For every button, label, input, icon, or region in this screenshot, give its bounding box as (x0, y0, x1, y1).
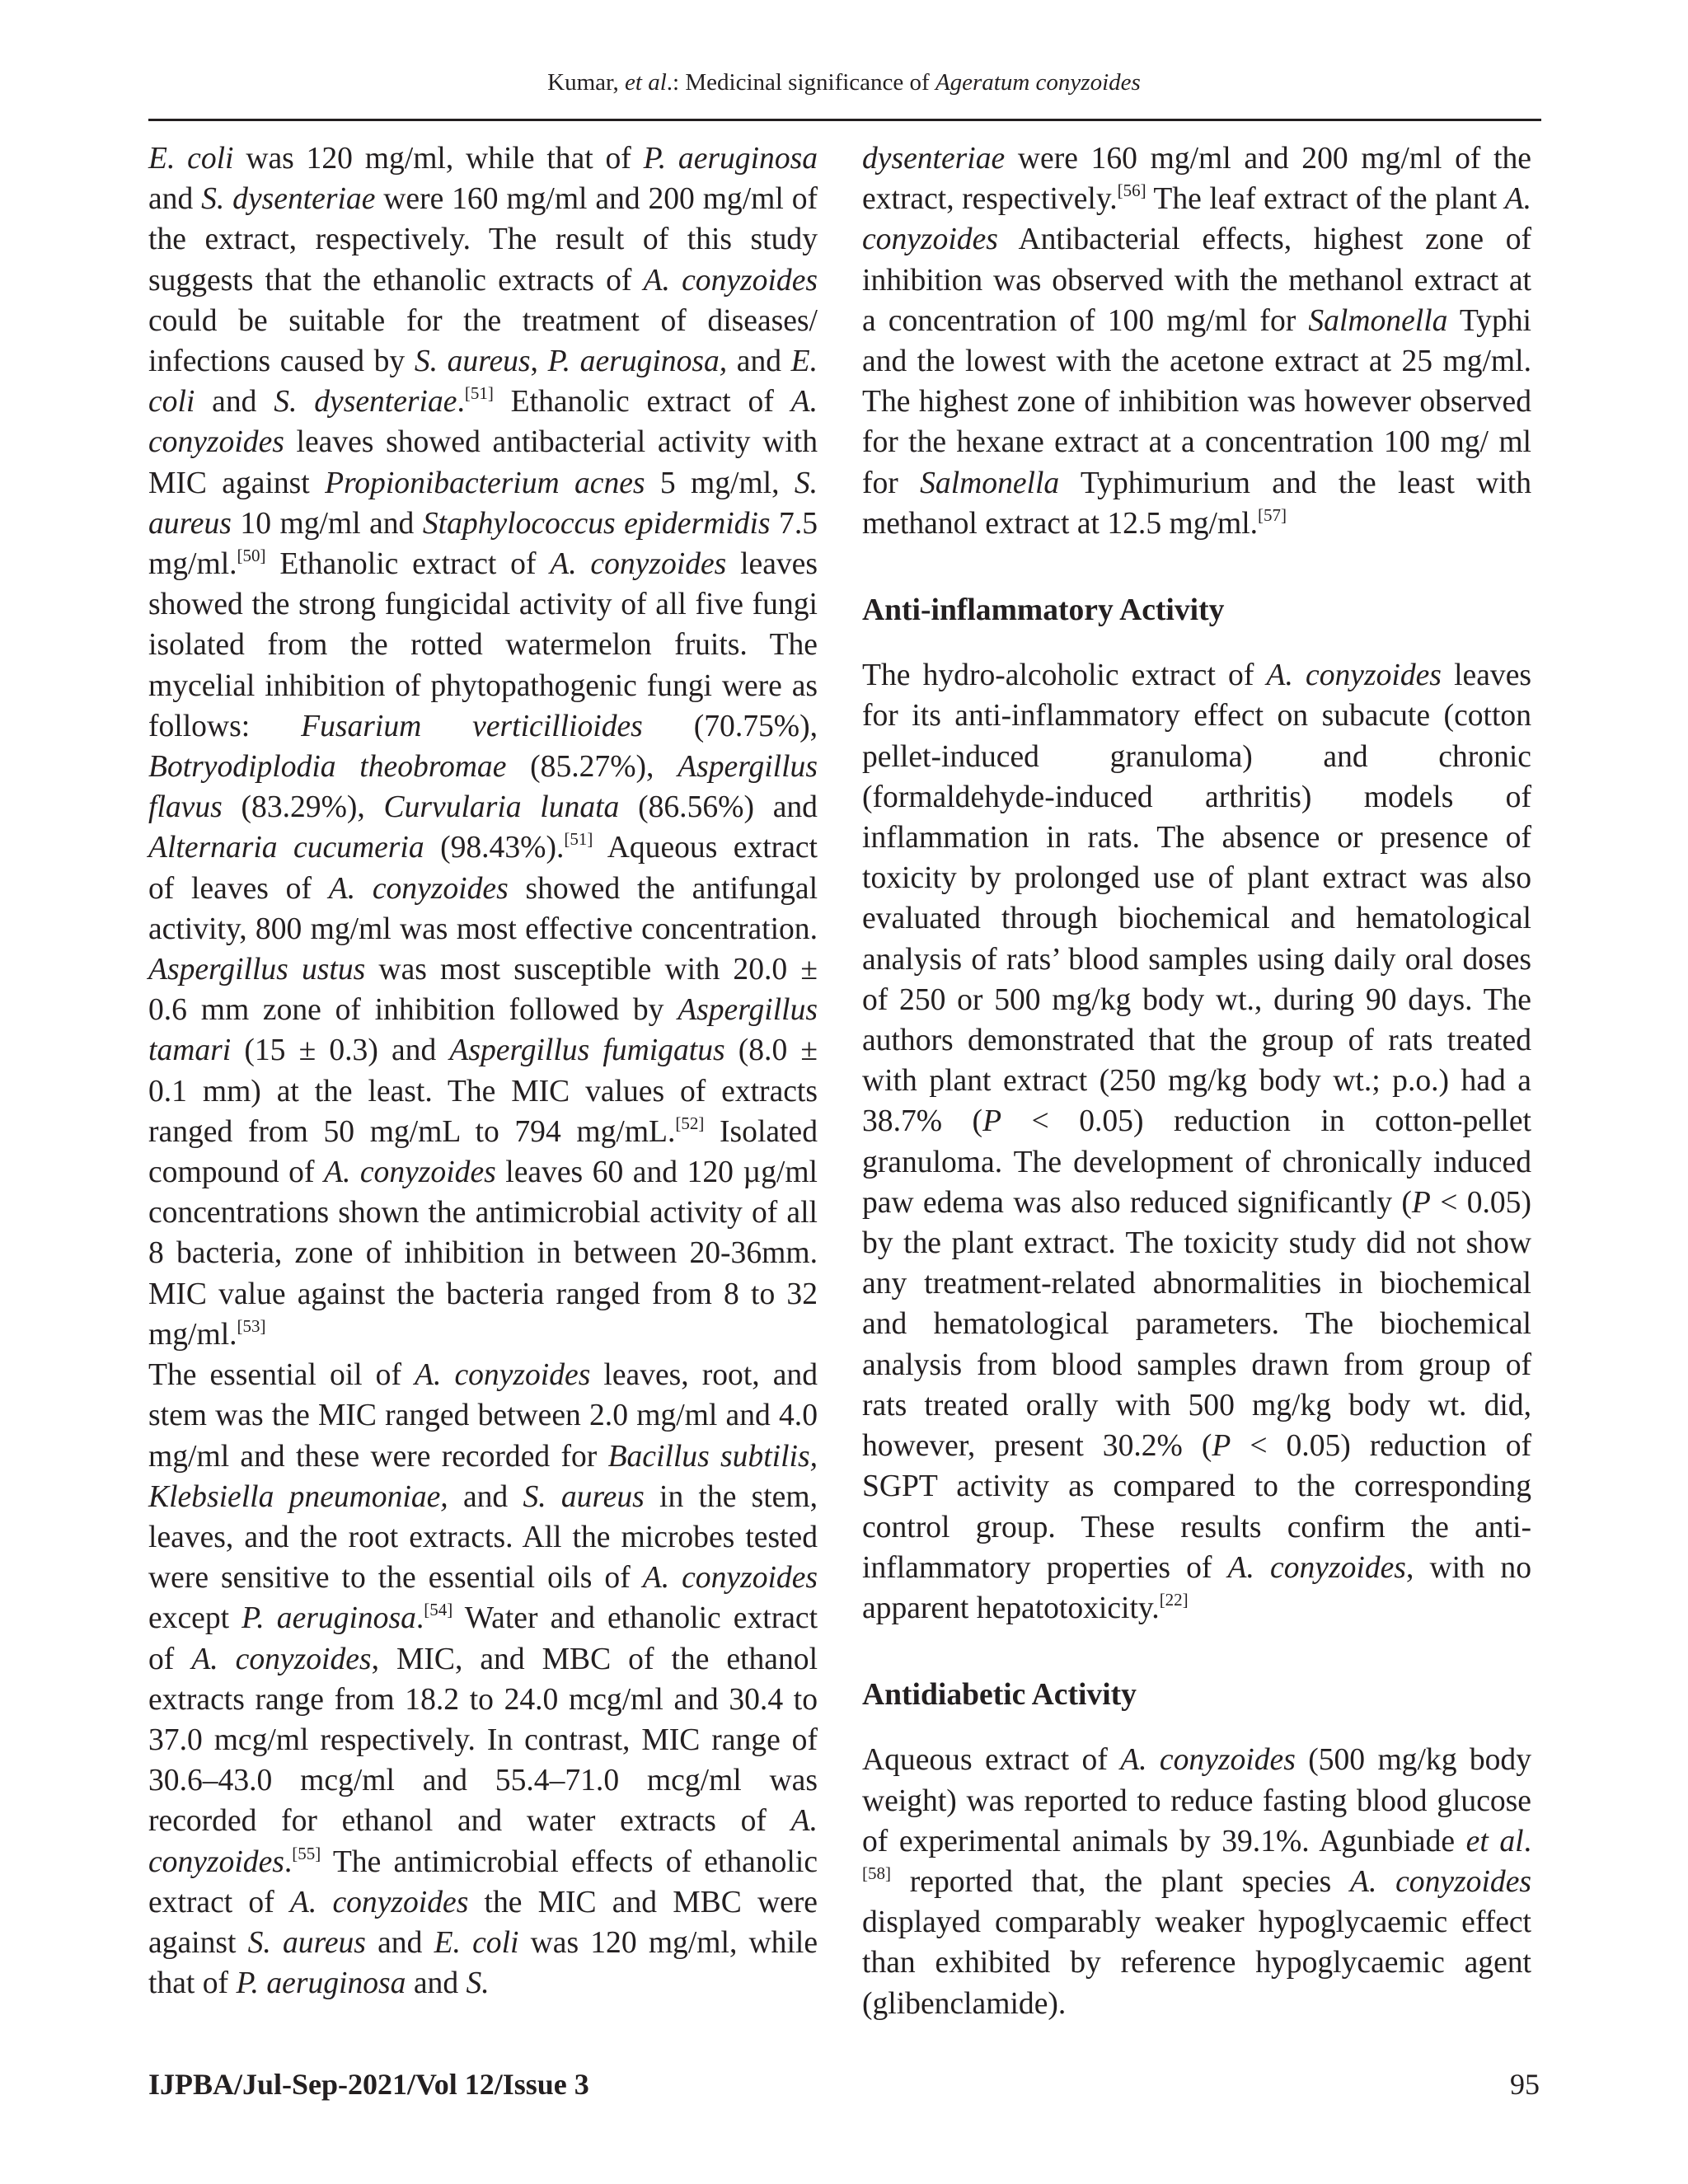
italic-term: P (1411, 1185, 1431, 1220)
italic-term: Curvularia lunata (383, 790, 620, 825)
italic-term: E. coli (434, 1925, 519, 1960)
italic-term: Botryodiplodia theobromae (148, 750, 507, 785)
italic-term: P. aeruginosa, (547, 344, 728, 379)
italic-term: E. coli (148, 344, 818, 419)
italic-term: Salmonella (920, 466, 1060, 500)
italic-term: P (982, 1104, 1002, 1139)
left-column (148, 138, 818, 2004)
citation-ref: [50] (237, 546, 266, 566)
italic-term: P. aeruginosa (236, 1966, 406, 2001)
italic-term: A. conyzoides (862, 182, 1531, 257)
italic-term: A. conyzoides (148, 385, 818, 460)
footer-page-number: 95 (1510, 2068, 1540, 2101)
italic-term: A. conyzoides (324, 1155, 496, 1190)
italic-term: A. conyzoides (550, 547, 727, 582)
italic-term: A. conyzoides (1120, 1743, 1296, 1778)
right-column (862, 138, 1531, 2024)
citation-ref: [57] (1258, 504, 1287, 525)
italic-term: A. conyzoides (148, 1804, 818, 1879)
italic-term: A. conyzoides (642, 1561, 818, 1596)
italic-term: A. conyzoides (289, 1885, 469, 1919)
italic-term: Aspergillus fumigatus (449, 1033, 725, 1068)
citation-ref: [56] (1117, 180, 1146, 201)
italic-term: Alternaria cucumeria (148, 831, 424, 865)
italic-term: A. conyzoides (1227, 1550, 1406, 1585)
italic-term: dysenteriae (862, 142, 1006, 176)
italic-term: A. conyzoides (1266, 658, 1442, 693)
italic-term: P (1212, 1429, 1231, 1464)
body-paragraph: E. coli was 120 mg/ml, while that of P. aeruginosa and S. dysenteriae were 160 mg/ml and 200 mg/ml of the extract, respectively. The result of this study suggests that the ethanolic extracts of A. conyzoides could be suitable for the treatment of diseases/ infections caused by S. aureus, P. aeruginosa, and E. coli and S. dysenteriae.[51] Ethanolic extract of A. conyzoides leaves showed antibacterial activity with MIC against Propionibacterium acnes 5 mg/ml, S. aureus 10 mg/ml and Staphylococcus epidermidis 7.5 mg/ml.[50] Ethanolic extract of A. conyzoides leaves showed the strong fungicidal activity of all five fungi isolated from the rotted watermelon fruits. The mycelial inhibition of phytopathogenic fungi were as follows: Fusarium verticillioides (70.75%), Botryodiplodia theobromae (85.27%), Aspergillus flavus (83.29%), Curvularia lunata (86.56%) and Alternaria cucumeria (98.43%).[51] Aqueous extract of leaves of A. conyzoides showed the antifungal activity, 800 mg/ml was most effective concentration. Aspergillus ustus was most susceptible with 20.0 ± 0.6 mm zone of inhibition followed by Aspergillus tamari (15 ± 0.3) and Aspergillus fumigatus (8.0 ± 0.1 mm) at the least. The MIC values of extracts ranged from 50 mg/mL to 794 mg/mL.[52] Isolated compound of A. conyzoides leaves 60 and 120 µg/ml concentrations shown the antimicrobial activity of all 8 bacteria, zone of inhibition in between 20-36mm. MIC value against the bacteria ranged from 8 to 32 mg/ml.[53] (148, 142, 818, 1352)
citation-ref: [58] (862, 1863, 891, 1883)
italic-term: Bacillus subtilis, Klebsiella pneumoniae, (148, 1439, 818, 1514)
italic-term: A. conyzoides (643, 263, 818, 298)
italic-term: P. aeruginosa (643, 142, 818, 176)
italic-term: E. coli (148, 142, 234, 176)
citation-ref: [55] (292, 1843, 321, 1863)
citation-ref: [51] (564, 829, 593, 850)
italic-term: A. conyzoides (328, 871, 509, 906)
italic-term: Ageratum conyzoides (935, 69, 1141, 96)
body-paragraph: The hydro-alcoholic extract of A. conyzoides leaves for its anti-inflammatory effect on subacute (cotton pellet-induced granuloma) and chronic (formaldehyde-induced arthritis) models of inflammation in rats. The absence or presence of toxicity by prolonged use of plant extract was also evaluated through biochemical and hematological analysis of rats’ blood samples using daily oral doses of 250 or 500 mg/kg body wt., during 90 days. The authors demonstrated that the group of rats treated with plant extract (250 mg/kg body wt.; p.o.) had a 38.7% (P < 0.05) reduction in cotton-pellet granuloma. The development of chronically induced paw edema was also reduced significantly (P < 0.05) by the plant extract. The toxicity study did not show any treatment-related abnormalities in biochemical and hematological parameters. The biochemical analysis from blood samples drawn from group of rats treated orally with 500 mg/kg body wt. did, however, present 30.2% (P < 0.05) reduction of SGPT activity as compared to the corresponding control group. These results confirm the anti-inflammatory properties of A. conyzoides, with no apparent hepatotoxicity.[22] (862, 658, 1532, 1625)
italic-term: P. aeruginosa (241, 1601, 416, 1636)
italic-term: S. aureus (247, 1925, 366, 1960)
italic-term: Salmonella (1308, 303, 1448, 338)
section-heading-anti-inflammatory: Anti-inflammatory Activity (862, 593, 1225, 628)
body-paragraph: dysenteriae were 160 mg/ml and 200 mg/ml of the extract, respectively.[56] The leaf extract of the plant A. conyzoides Antibacterial effects, highest zone of inhibition was observed with the methanol extract at a concentration of 100 mg/ml for Salmonella Typhi and the lowest with the acetone extract at 25 mg/ml. The highest zone of inhibition was however observed for the hexane extract at a concentration 100 mg/ ml for Salmonella Typhimurium and the least with methanol extract at 12.5 mg/ml.[57] (862, 142, 1531, 541)
italic-term: S. aureus (414, 344, 531, 379)
italic-term: Aspergillus flavus (148, 750, 818, 825)
italic-term: Staphylococcus epidermidis (422, 506, 771, 541)
header-rule (148, 119, 1541, 121)
italic-term: S. aureus (148, 466, 818, 541)
italic-term: Aspergillus ustus (148, 953, 366, 987)
italic-term: et al (1465, 1824, 1524, 1858)
citation-ref: [54] (424, 1600, 453, 1620)
running-head: Kumar, et al.: Medicinal significance of Ageratum conyzoides (547, 69, 1141, 96)
section-heading-antidiabetic: Antidiabetic Activity (862, 1678, 1137, 1713)
italic-term: S. aureus (523, 1479, 645, 1514)
italic-term: Aspergillus tamari (148, 993, 818, 1068)
italic-term: et al (625, 69, 667, 96)
italic-term: S. (466, 1966, 490, 2001)
body-paragraph: The essential oil of A. conyzoides leaves, root, and stem was the MIC ranged between 2.0 mg/ml and 4.0 mg/ml and these were recorded for Bacillus subtilis, Klebsiella pneumoniae, and S. aureus in the stem, leaves, and the root extracts. All the microbes tested were sensitive to the essential oils of A. conyzoides except P. aeruginosa.[54] Water and ethanolic extract of A. conyzoides, MIC, and MBC of the ethanol extracts range from 18.2 to 24.0 mcg/ml and 30.4 to 37.0 mcg/ml respectively. In contrast, MIC range of 30.6–43.0 mcg/ml and 55.4–71.0 mcg/ml was recorded for ethanol and water extracts of A. conyzoides.[55] The antimicrobial effects of ethanolic extract of A. conyzoides the MIC and MBC were against S. aureus and E. coli was 120 mg/ml, while that of P. aeruginosa and S. (148, 1358, 818, 2001)
italic-term: S. dysenteriae (201, 182, 376, 217)
body-paragraph: Aqueous extract of A. conyzoides (500 mg/kg body weight) was reported to reduce fasting blood glucose of experimental animals by 39.1%. Agunbiade et al.[58] reported that, the plant species A. conyzoides displayed comparably weaker hypoglycaemic effect than exhibited by reference hypoglycaemic agent (glibenclamide). (862, 1743, 1531, 2021)
citation-ref: [53] (237, 1315, 266, 1336)
citation-ref: [51] (464, 383, 494, 404)
italic-term: Propionibacterium acnes (325, 466, 645, 500)
italic-term: A. conyzoides (415, 1358, 591, 1393)
italic-term: A. conyzoides (191, 1642, 372, 1676)
italic-term: Fusarium verticillioides (301, 709, 643, 743)
citation-ref: [22] (1159, 1589, 1189, 1610)
citation-ref: [52] (675, 1113, 705, 1133)
italic-term: A. conyzoides (1350, 1864, 1531, 1899)
footer-journal-info: IJPBA/Jul-Sep-2021/Vol 12/Issue 3 (148, 2068, 589, 2101)
italic-term: S. dysenteriae (274, 385, 457, 419)
